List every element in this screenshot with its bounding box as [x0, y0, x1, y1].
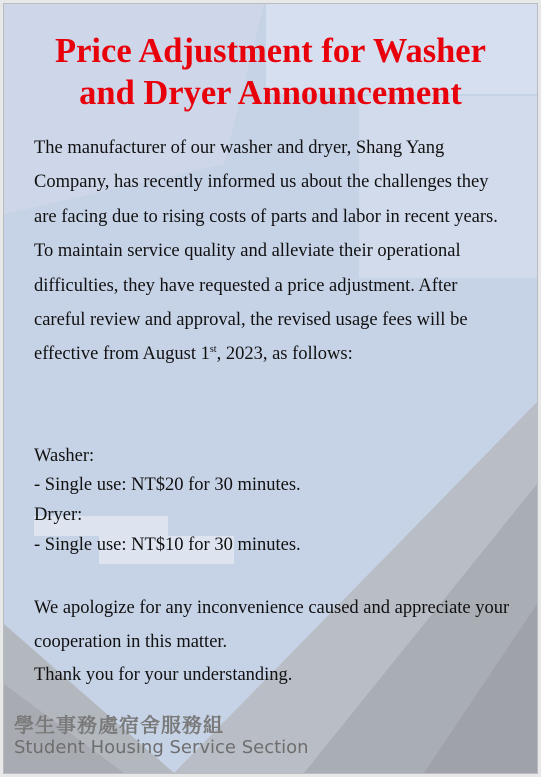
thanks-line: Thank you for your understanding. — [34, 665, 293, 685]
intro-paragraph — [34, 131, 512, 372]
intro-text-end: , 2023, as follows: — [216, 344, 353, 365]
dryer-fee: - Single use: NT$10 for 30 minutes. — [34, 535, 301, 555]
announcement-content — [4, 4, 537, 773]
footer-english-name: Student Housing Service Section — [14, 737, 309, 758]
apology-paragraph: We apologize for any inconvenience caused and appreciate your cooperation in this matter. — [34, 598, 510, 653]
intro-text: The manufacturer of our washer and dryer, Shang Yang Company, has recently informed us about the challenges they are facing due to rising costs of parts and labor in recent years. To maintain service quality and alleviate their operational difficulties, they have requested a price adjustment. After careful review and approval, the revised usage fees will be effective from August 1 — [34, 138, 498, 365]
washer-label: Washer: — [34, 446, 95, 466]
announcement-page — [3, 3, 538, 774]
announcement-title — [4, 30, 537, 114]
ordinal-suffix: st — [209, 344, 217, 356]
washer-fee: - Single use: NT$20 for 30 minutes. — [34, 475, 301, 495]
dryer-label: Dryer: — [34, 505, 83, 525]
title-line-1: Price Adjustment for Washer — [55, 32, 486, 70]
title-line-2: and Dryer Announcement — [79, 74, 462, 112]
footer-chinese-name: 學生事務處宿舍服務組 — [14, 713, 224, 737]
